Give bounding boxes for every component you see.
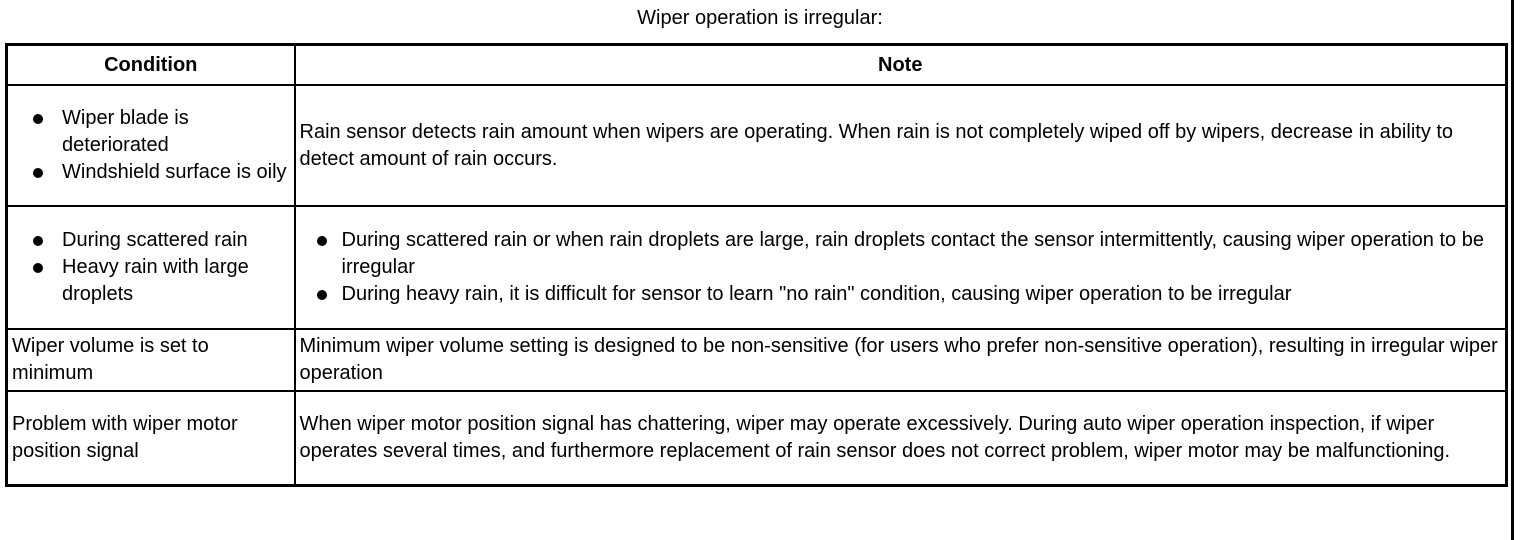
note-cell [295, 206, 1507, 329]
troubleshooting-table [5, 43, 1508, 487]
condition-list [12, 105, 290, 186]
list-item: Windshield surface is oily [12, 159, 290, 186]
right-border-rule [1511, 0, 1514, 540]
note-cell: Minimum wiper volume setting is designed to be non-sensitive (for users who prefer non-sensitive operation), resulting in irregular wiper operation [295, 329, 1507, 391]
condition-cell [7, 85, 295, 206]
table-row [7, 85, 1507, 206]
table-row [7, 206, 1507, 329]
note-cell: When wiper motor position signal has chattering, wiper may operate excessively. During auto wiper operation inspection, if wiper operates several times, and furthermore replacement of rain sensor does not correct problem, wiper motor may be malfunctioning. [295, 391, 1507, 485]
condition-cell: Problem with wiper motor position signal [7, 391, 295, 485]
note-cell: Rain sensor detects rain amount when wipers are operating. When rain is not completely wiped off by wipers, decrease in ability to detect amount of rain occurs. [295, 85, 1507, 206]
condition-list [12, 227, 290, 308]
header-condition: Condition [7, 45, 295, 86]
header-note: Note [295, 45, 1507, 86]
note-list [300, 227, 1502, 308]
list-item: Heavy rain with large droplets [12, 254, 290, 308]
table-row [7, 329, 1507, 391]
list-item: During heavy rain, it is difficult for sensor to learn "no rain" condition, causing wiper operation to be irregular [300, 281, 1502, 308]
table-header-row [7, 45, 1507, 86]
document-title: Wiper operation is irregular: [637, 7, 883, 29]
list-item: During scattered rain or when rain droplets are large, rain droplets contact the sensor intermittently, causing wiper operation to be irregular [300, 227, 1502, 281]
list-item: Wiper blade is deteriorated [12, 105, 290, 159]
list-item: During scattered rain [12, 227, 290, 254]
condition-cell [7, 206, 295, 329]
condition-cell: Wiper volume is set to minimum [7, 329, 295, 391]
table-row [7, 391, 1507, 485]
